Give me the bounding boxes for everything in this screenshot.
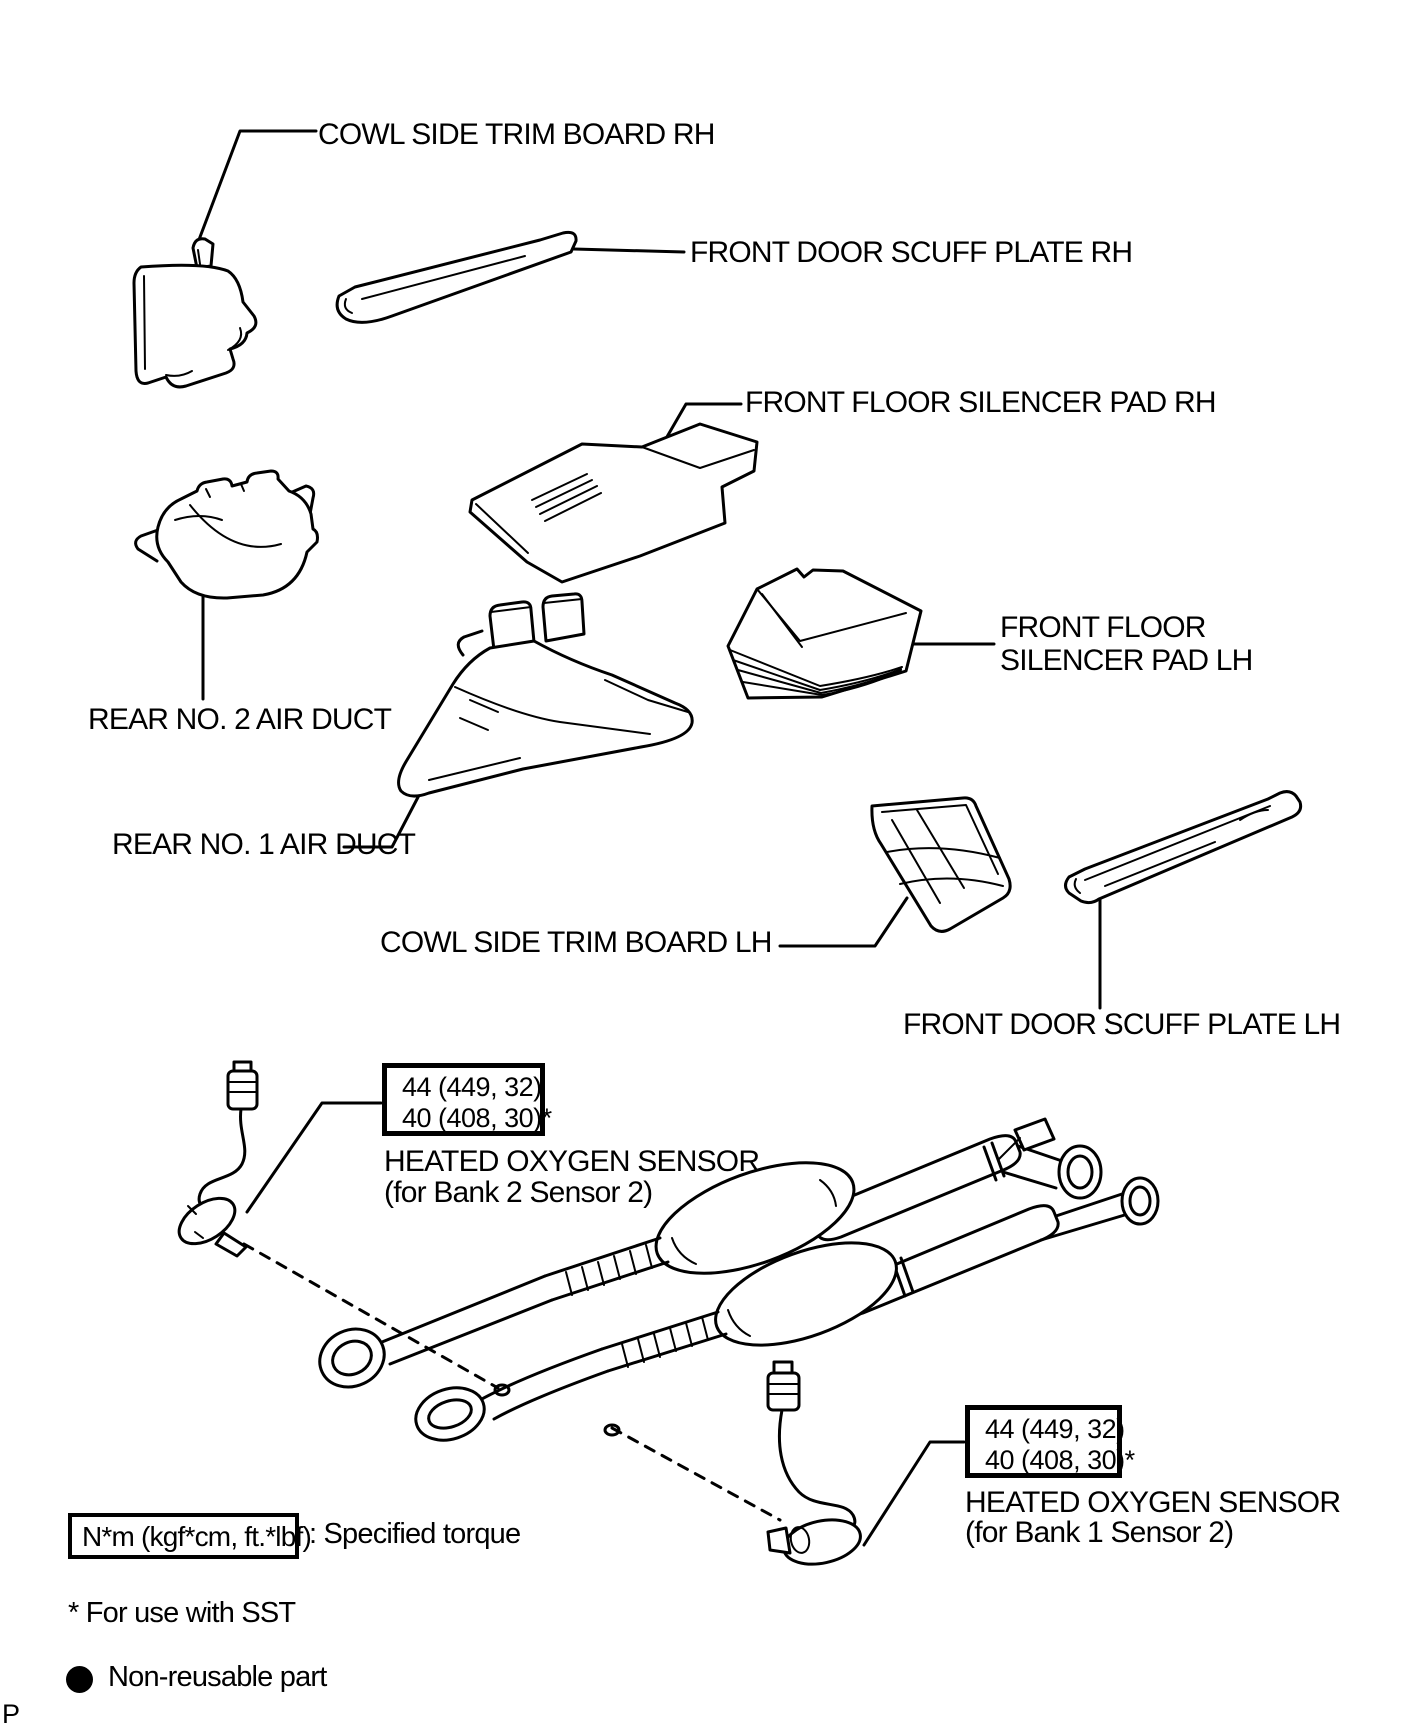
- bank2-torque-sst: 40 (408, 30)*: [402, 1103, 552, 1133]
- exhaust-left-upper-flange: [310, 1319, 393, 1398]
- bank1-torque-sst: 40 (408, 30)*: [985, 1445, 1135, 1475]
- exhaust-hanger-bracket: [1015, 1119, 1054, 1150]
- torque-spec-box-bank2: [382, 1063, 552, 1136]
- bank1-sensor-name: HEATED OXYGEN SENSOR: [965, 1486, 1341, 1519]
- label-silencer-lh-line1: FRONT FLOOR: [1000, 611, 1206, 644]
- torque-spec-box-bank1: [965, 1405, 1135, 1478]
- bank2-sensor-name: HEATED OXYGEN SENSOR: [384, 1145, 760, 1178]
- bank2-sensor-variant: (for Bank 2 Sensor 2): [384, 1176, 653, 1209]
- legend-torque-meaning: : Specified torque: [309, 1518, 521, 1550]
- scuff-rh-leader-line: [574, 249, 684, 252]
- cowl-lh-leader-line: [780, 898, 907, 946]
- label-front-floor-silencer-pad-rh: FRONT FLOOR SILENCER PAD RH: [745, 386, 1216, 419]
- torque-symbol-box: N*m (kgf*cm, ft.*lbf): [68, 1513, 299, 1559]
- legend-sst-note: * For use with SST: [68, 1597, 296, 1629]
- bank1-install-dashed-line: [612, 1428, 780, 1520]
- label-front-door-scuff-plate-lh: FRONT DOOR SCUFF PLATE LH: [903, 1008, 1341, 1041]
- label-heated-oxygen-sensor-bank2: [384, 1146, 759, 1208]
- label-silencer-lh-line2: SILENCER PAD LH: [1000, 644, 1253, 677]
- non-reusable-part-icon: [66, 1666, 93, 1693]
- label-cowl-side-trim-board-lh: COWL SIDE TRIM BOARD LH: [380, 926, 772, 959]
- bank1-sensor-wire: [779, 1410, 854, 1532]
- label-front-door-scuff-plate-rh: FRONT DOOR SCUFF PLATE RH: [690, 236, 1133, 269]
- label-cowl-side-trim-board-rh: COWL SIDE TRIM BOARD RH: [318, 118, 715, 151]
- bank1-sensor-variant: (for Bank 1 Sensor 2): [965, 1516, 1234, 1549]
- cowl-rh-leader-line: [197, 131, 316, 245]
- front-floor-silencer-pad-rh-drawing: [470, 404, 757, 582]
- label-rear-no1-air-duct: REAR NO. 1 AIR DUCT: [112, 828, 416, 861]
- rear-no1-air-duct-drawing: [344, 594, 692, 847]
- label-front-floor-silencer-pad-lh: [1000, 611, 1253, 677]
- bank1-connector: [768, 1373, 799, 1410]
- bank2-connector: [228, 1071, 257, 1109]
- bank2-sensor-wire: [199, 1109, 245, 1211]
- cowl-side-trim-board-lh-drawing: [780, 798, 1010, 946]
- bank2-sensor-tip: [216, 1233, 246, 1256]
- label-heated-oxygen-sensor-bank1: [965, 1488, 1340, 1548]
- heated-oxygen-sensor-bank1-drawing: [612, 1362, 964, 1571]
- bank1-sensor-tip: [768, 1528, 790, 1553]
- front-door-scuff-plate-rh-drawing: [337, 232, 684, 322]
- legend-non-reusable: Non-reusable part: [108, 1661, 327, 1693]
- bank1-torque-leader-line: [864, 1442, 964, 1545]
- page-marker: P: [2, 1699, 21, 1729]
- bank2-torque-leader-line: [247, 1103, 381, 1212]
- rear-no2-air-duct-drawing: [136, 471, 318, 699]
- bank2-torque-nm: 44 (449, 32): [402, 1072, 542, 1102]
- label-rear-no2-air-duct: REAR NO. 2 AIR DUCT: [88, 703, 392, 736]
- front-door-scuff-plate-lh-drawing: [1066, 792, 1301, 1008]
- cowl-side-trim-board-rh-drawing: [134, 131, 316, 387]
- front-floor-silencer-pad-lh-drawing: [728, 569, 994, 698]
- bank1-torque-nm: 44 (449, 32): [985, 1414, 1125, 1444]
- bank1-connector-nub: [774, 1362, 792, 1373]
- exhaust-left-lower-flange: [409, 1379, 491, 1448]
